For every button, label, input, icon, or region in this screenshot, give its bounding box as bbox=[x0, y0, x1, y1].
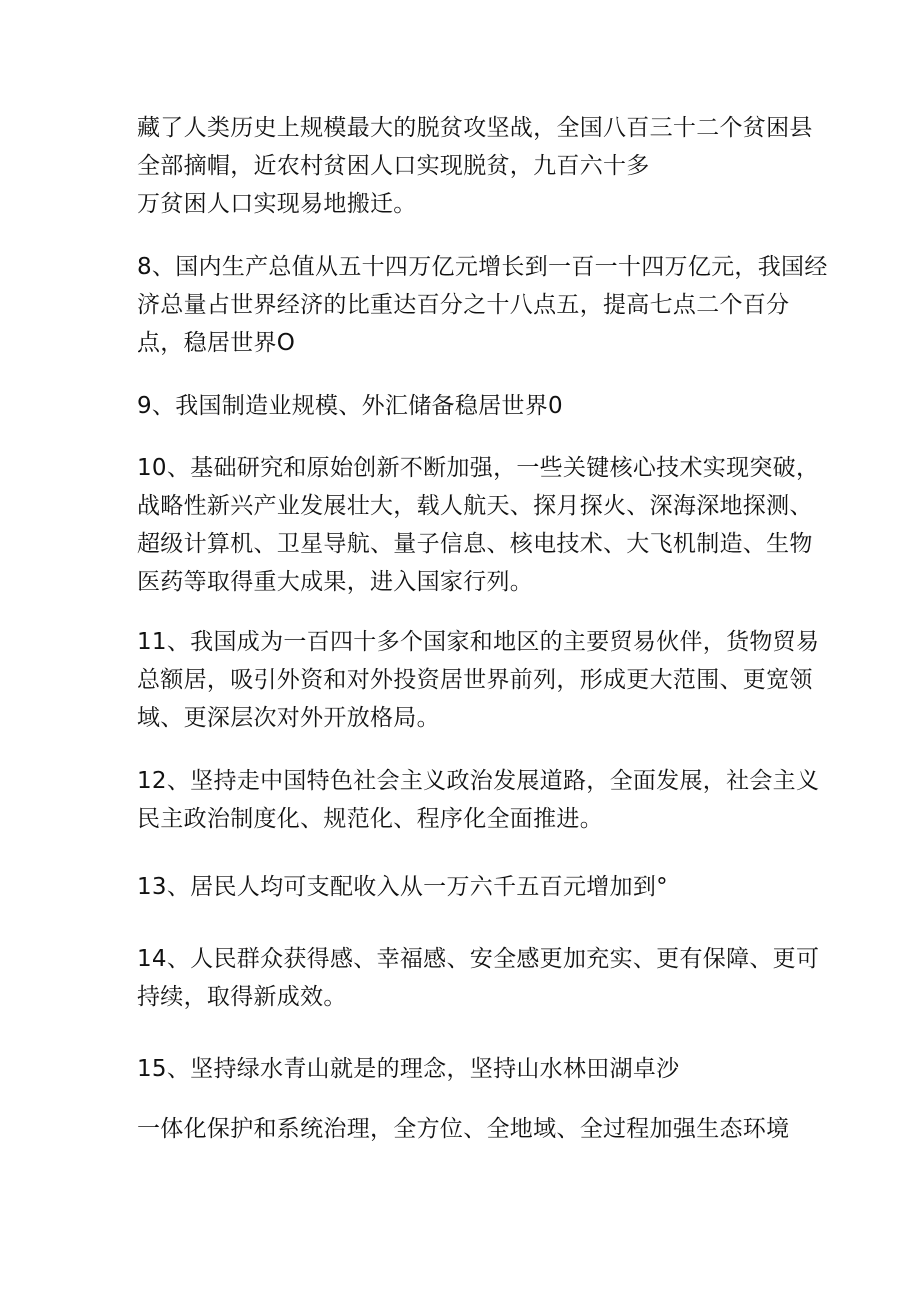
text-line: 超级计算机、卫星导航、量子信息、核电技术、大飞机制造、生物 bbox=[137, 531, 813, 557]
paragraph-poverty-continued bbox=[137, 109, 813, 185]
paragraph-item-9 bbox=[137, 387, 797, 425]
text-line: 13、居民人均可支配收入从一万六千五百元增加到° bbox=[137, 874, 668, 900]
text-line: 全部摘帽，近农村贫困人口实现脱贫，九百六十多 bbox=[137, 153, 650, 179]
paragraph-relocation bbox=[137, 185, 797, 223]
text-line: 藏了人类历史上规模最大的脱贫攻坚战，全国八百三十二个贫困县 bbox=[137, 115, 813, 141]
text-line: 民主政治制度化、规范化、程序化全面推进。 bbox=[137, 806, 603, 832]
text-line: 点，稳居世界O bbox=[137, 330, 296, 356]
text-line: 一体化保护和系统治理，全方位、全地域、全过程加强生态环境 bbox=[137, 1116, 790, 1142]
text-line: 10、基础研究和原始创新不断加强，一些关键核心技术实现突破， bbox=[137, 455, 820, 481]
text-line: 11、我国成为一百四十多个国家和地区的主要贸易伙伴，货物贸易 bbox=[137, 629, 820, 655]
text-line: 万贫困人口实现易地搬迁。 bbox=[137, 191, 417, 217]
paragraph-item-13 bbox=[137, 868, 797, 906]
text-line: 持续，取得新成效。 bbox=[137, 984, 347, 1010]
paragraph-item-8 bbox=[137, 248, 828, 362]
text-line: 域、更深层次对外开放格局。 bbox=[137, 705, 440, 731]
paragraph-item-11 bbox=[137, 623, 820, 737]
paragraph-item-15-continued bbox=[137, 1110, 797, 1148]
text-line: 8、国内生产总值从五十四万亿元增长到一百一十四万亿元，我国经 bbox=[137, 254, 828, 280]
paragraph-item-10 bbox=[137, 449, 820, 601]
paragraph-item-12 bbox=[137, 762, 820, 838]
paragraph-item-15 bbox=[137, 1050, 797, 1088]
text-line: 济总量占世界经济的比重达百分之十八点五，提高七点二个百分 bbox=[137, 292, 790, 318]
text-line: 14、人民群众获得感、幸福感、安全感更加充实、更有保障、更可 bbox=[137, 946, 820, 972]
paragraph-item-14 bbox=[137, 940, 820, 1016]
text-line: 15、坚持绿水青山就是的理念，坚持山水林田湖卓沙 bbox=[137, 1056, 680, 1082]
text-line: 12、坚持走中国特色社会主义政治发展道路，全面发展，社会主义 bbox=[137, 768, 820, 794]
text-line: 总额居，吸引外资和对外投资居世界前列，形成更大范围、更宽领 bbox=[137, 667, 813, 693]
text-line: 医药等取得重大成果，进入国家行列。 bbox=[137, 569, 534, 595]
text-line: 9、我国制造业规模、外汇储备稳居世界0 bbox=[137, 393, 563, 419]
text-line: 战略性新兴产业发展壮大，载人航天、探月探火、深海深地探测、 bbox=[137, 493, 813, 519]
